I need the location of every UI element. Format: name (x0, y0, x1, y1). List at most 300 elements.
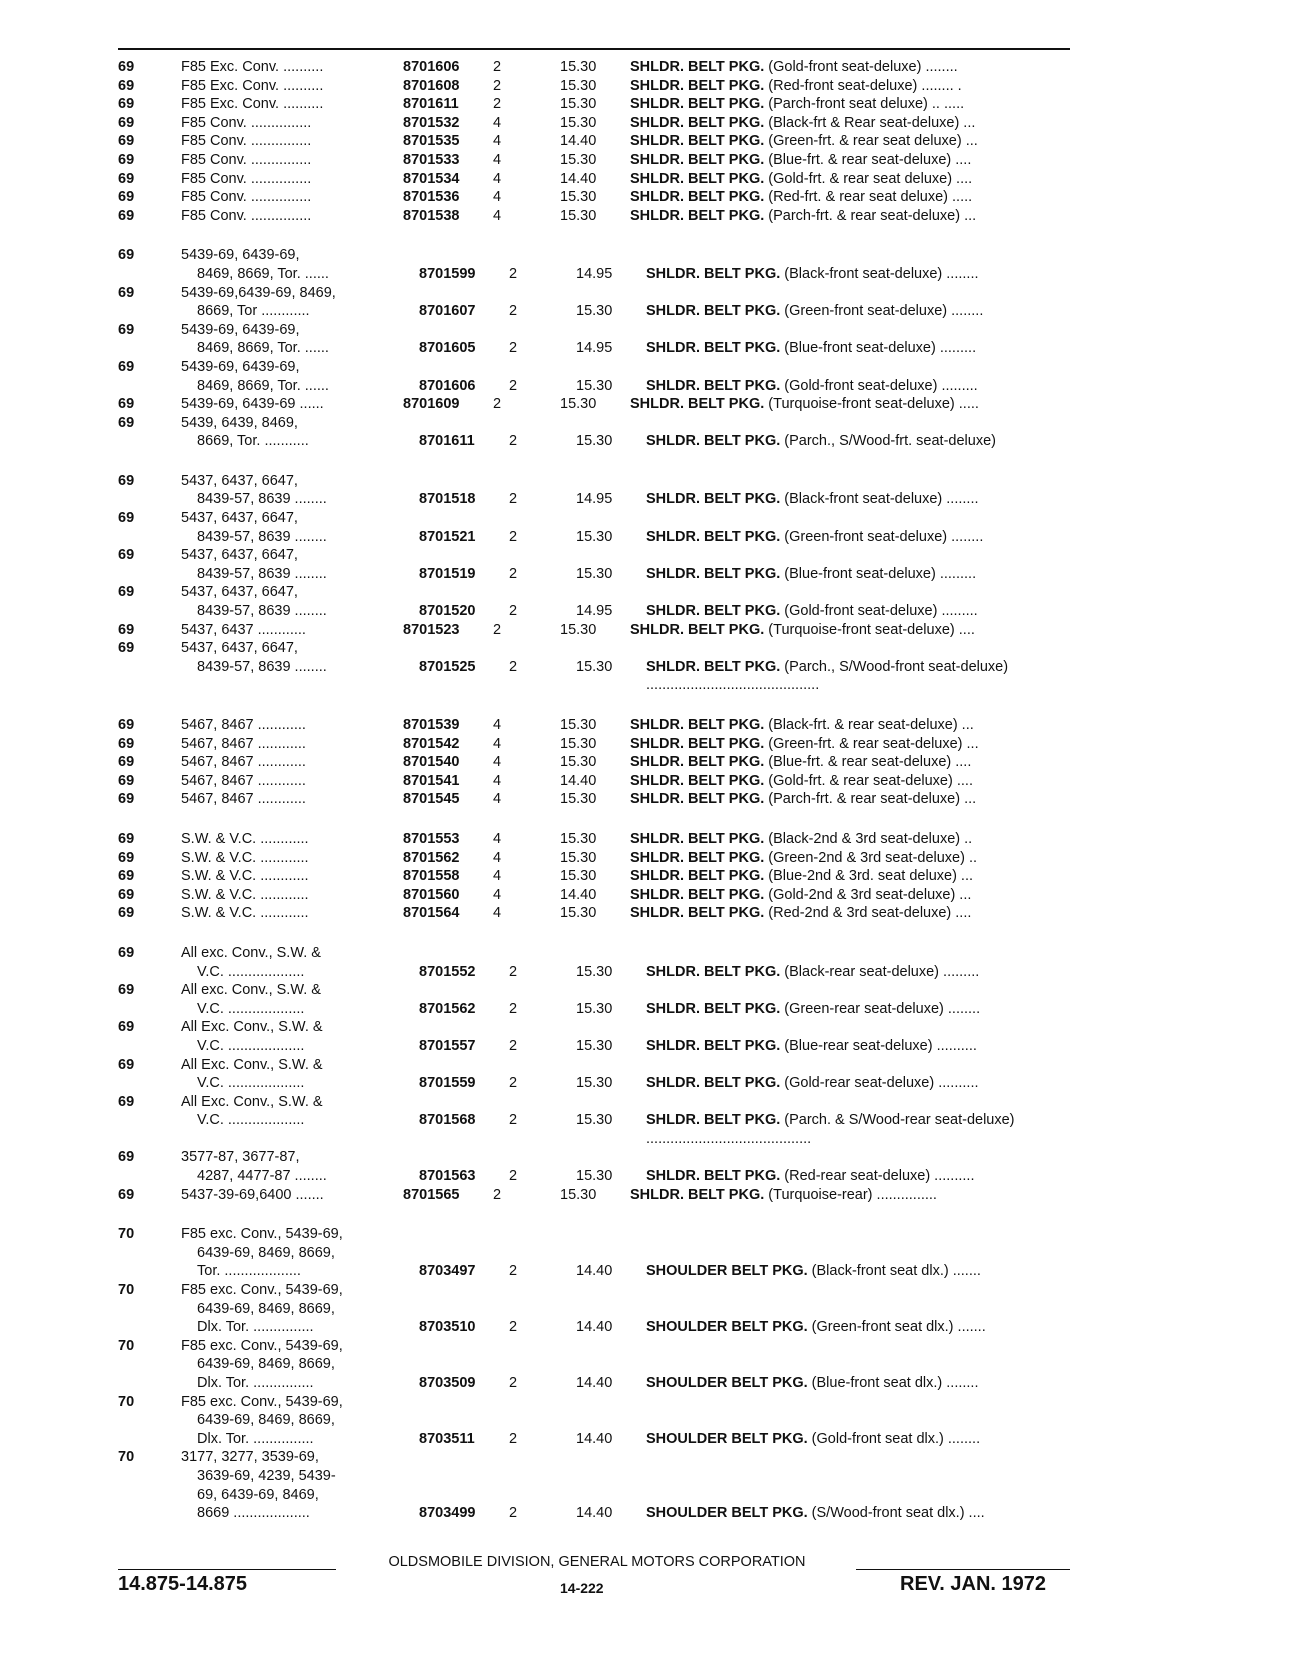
model-year (118, 1111, 181, 1148)
quantity: 4 (493, 717, 502, 733)
quantity: 4 (493, 830, 502, 847)
description-detail: (Gold-frt. & rear seat deluxe) .... (764, 170, 973, 187)
description (630, 1448, 1070, 1467)
description-detail: (Blue-front seat-deluxe) ......... (780, 565, 977, 582)
model-year (118, 339, 181, 358)
model-year (118, 490, 181, 509)
description (630, 981, 1070, 1000)
description (630, 170, 1070, 189)
top-rule (118, 48, 1070, 50)
description-detail: (Parch-frt. & rear seat-deluxe) ... (764, 207, 977, 224)
table-row (118, 246, 1078, 265)
description-detail: (Gold-front seat-deluxe) ......... (780, 377, 978, 394)
description-detail: (Green-rear seat-deluxe) ........ (780, 1000, 981, 1017)
application: 3639-69, 4239, 5439- (197, 1467, 336, 1484)
description-detail: (Blue-frt. & rear seat-deluxe) .... (764, 754, 972, 771)
price (560, 981, 630, 1000)
price (560, 1448, 630, 1467)
description-detail: (Green-frt. & rear seat-deluxe) ... (764, 735, 979, 752)
description (630, 1337, 1070, 1356)
table-row (118, 265, 1078, 284)
price: 15.30 (576, 303, 613, 320)
price: 15.30 (560, 868, 597, 885)
quantity (493, 981, 560, 1000)
quantity: 4 (493, 170, 502, 187)
entry-group (118, 246, 1078, 451)
price: 15.30 (576, 963, 613, 980)
application: 5439-69, 6439-69, (181, 321, 300, 338)
part-number (419, 1467, 509, 1486)
table-row (118, 602, 1078, 621)
description-title: SHLDR. BELT PKG. (630, 868, 765, 885)
application: 5439-69, 6439-69, (181, 358, 300, 375)
part-number: 8701534 (403, 170, 460, 187)
quantity: 2 (509, 340, 518, 357)
description-title: SHLDR. BELT PKG. (646, 1000, 781, 1017)
description (630, 114, 1070, 133)
quantity: 4 (493, 114, 502, 131)
part-number: 8701599 (419, 265, 476, 282)
table-row (118, 490, 1078, 509)
table-row (118, 867, 1078, 886)
application: 5467, 8467 ............ (181, 772, 306, 789)
model-year (118, 963, 181, 982)
price: 14.40 (560, 886, 597, 903)
quantity (493, 1056, 560, 1075)
application: F85 Exc. Conv. .......... (181, 59, 324, 75)
description-detail: (Black-frt & Rear seat-deluxe) ... (764, 114, 976, 131)
table-row (118, 58, 1078, 77)
description-detail: (Gold-front seat dlx.) ........ (807, 1430, 981, 1447)
description-title: SHLDR. BELT PKG. (630, 621, 765, 638)
quantity: 2 (493, 77, 502, 94)
quantity: 2 (509, 658, 518, 675)
application: F85 Conv. ............... (181, 207, 312, 224)
part-number: 8701568 (419, 1112, 476, 1129)
description-detail: (Black-front seat-deluxe) ........ (780, 265, 979, 282)
description (646, 1374, 1086, 1393)
model-year: 69 (118, 621, 135, 638)
application: 6439-69, 8469, 8669, (197, 1300, 335, 1317)
footer-rule-left (118, 1569, 336, 1570)
application: 5437, 6437, 6647, (181, 472, 298, 489)
description-title: SHLDR. BELT PKG. (630, 170, 765, 187)
model-year: 69 (118, 944, 135, 961)
part-number (419, 1300, 509, 1319)
table-row (118, 1111, 1078, 1148)
description-title: SHLDR. BELT PKG. (630, 830, 765, 847)
description-title: SHLDR. BELT PKG. (630, 59, 765, 75)
quantity: 2 (509, 1505, 518, 1522)
description-detail: (Red-rear seat-deluxe) .......... (780, 1168, 975, 1185)
part-number: 8701536 (403, 189, 460, 206)
description (630, 639, 1070, 658)
quantity: 2 (509, 303, 518, 320)
description (630, 1056, 1070, 1075)
description-detail: (Red-front seat-deluxe) ........ . (764, 77, 962, 94)
model-year (118, 658, 181, 695)
description (630, 95, 1070, 114)
description-title: SHLDR. BELT PKG. (646, 1112, 781, 1129)
price: 15.30 (560, 396, 597, 413)
application: 4287, 4477-87 ........ (197, 1168, 327, 1185)
description-detail: (Red-2nd & 3rd seat-deluxe) .... (764, 905, 972, 922)
part-number (403, 1225, 493, 1244)
table-row (118, 830, 1078, 849)
part-number: 8701533 (403, 151, 460, 168)
part-number (403, 509, 493, 528)
table-row (118, 1225, 1078, 1244)
model-year: 69 (118, 77, 135, 94)
description-detail: (Turquoise-front seat-deluxe) .... (764, 621, 975, 638)
part-number: 8701532 (403, 114, 460, 131)
model-year: 69 (118, 207, 135, 224)
entry-group (118, 944, 1078, 1204)
price: 14.40 (576, 1430, 613, 1447)
model-year: 70 (118, 1337, 135, 1354)
price (576, 1244, 646, 1263)
part-number: 8701611 (419, 433, 475, 450)
description (630, 472, 1070, 491)
application: F85 exc. Conv., 5439-69, (181, 1337, 343, 1354)
description-detail: (Green-front seat-deluxe) ........ (780, 528, 984, 545)
table-row (118, 432, 1078, 451)
part-number: 8703511 (419, 1430, 475, 1447)
model-year: 69 (118, 472, 135, 489)
part-number (403, 639, 493, 658)
model-year: 69 (118, 640, 135, 657)
application: 8439-57, 8639 ........ (197, 603, 327, 620)
description (630, 509, 1070, 528)
application: 5439-69,6439-69, 8469, (181, 284, 336, 301)
part-number (403, 1148, 493, 1167)
description (630, 151, 1070, 170)
application: 5437, 6437, 6647, (181, 547, 298, 564)
description-detail: (Black-2nd & 3rd seat-deluxe) .. (764, 830, 973, 847)
model-year (118, 1037, 181, 1056)
quantity: 2 (509, 1263, 518, 1280)
model-year: 69 (118, 247, 135, 264)
table-row (118, 302, 1078, 321)
application: Dlx. Tor. ............... (197, 1375, 314, 1391)
model-year (118, 1167, 181, 1186)
part-number: 8701607 (419, 303, 476, 320)
table-row (118, 95, 1078, 114)
table-row (118, 1486, 1078, 1505)
table-row (118, 1504, 1078, 1523)
part-number (403, 1448, 493, 1467)
section-number: 14.875-14.875 (118, 1573, 248, 1595)
model-year: 69 (118, 396, 135, 413)
model-year: 70 (118, 1449, 135, 1466)
model-year: 69 (118, 547, 135, 564)
model-year (118, 1374, 181, 1393)
description (630, 58, 1070, 77)
model-year: 69 (118, 114, 135, 131)
part-number (419, 1411, 509, 1430)
table-row (118, 716, 1078, 735)
price (560, 246, 630, 265)
price: 15.30 (560, 830, 597, 847)
part-number (403, 414, 493, 433)
part-number: 8701565 (403, 1186, 460, 1203)
part-number (403, 583, 493, 602)
table-row (118, 621, 1078, 640)
description-title: SHLDR. BELT PKG. (630, 207, 765, 224)
application: S.W. & V.C. ............ (181, 830, 309, 847)
price: 14.40 (560, 133, 597, 150)
quantity (493, 944, 560, 963)
quantity (493, 1393, 560, 1412)
application: 8669 ................... (197, 1505, 310, 1522)
description-title: SHOULDER BELT PKG. (646, 1319, 808, 1336)
quantity: 2 (509, 265, 518, 282)
table-row (118, 886, 1078, 905)
application: Dlx. Tor. ............... (197, 1430, 314, 1447)
description (646, 1504, 1086, 1523)
description (630, 395, 1070, 414)
table-row (118, 735, 1078, 754)
quantity: 4 (493, 189, 502, 206)
model-year (118, 1411, 181, 1430)
table-row (118, 358, 1078, 377)
price: 15.30 (560, 735, 597, 752)
table-row (118, 1337, 1078, 1356)
quantity: 2 (509, 1075, 518, 1092)
quantity: 4 (493, 868, 502, 885)
quantity: 2 (509, 1112, 518, 1129)
application: F85 exc. Conv., 5439-69, (181, 1226, 343, 1243)
model-year: 69 (118, 982, 135, 999)
application: Dlx. Tor. ............... (197, 1319, 314, 1336)
table-row (118, 114, 1078, 133)
price: 15.30 (560, 77, 597, 94)
model-year: 69 (118, 735, 135, 752)
quantity (493, 1148, 560, 1167)
table-row (118, 565, 1078, 584)
quantity: 2 (509, 603, 518, 620)
table-row (118, 528, 1078, 547)
description-title: SHLDR. BELT PKG. (646, 1037, 781, 1054)
model-year (118, 1244, 181, 1263)
page-number: 14-222 (560, 1580, 604, 1596)
table-row (118, 849, 1078, 868)
table-row (118, 753, 1078, 772)
price (560, 1148, 630, 1167)
price: 15.30 (560, 621, 597, 638)
description-title: SHLDR. BELT PKG. (630, 905, 765, 922)
description (630, 716, 1070, 735)
description-title: SHLDR. BELT PKG. (630, 717, 765, 733)
price: 15.30 (576, 1037, 613, 1054)
price: 14.95 (576, 491, 613, 508)
model-year: 69 (118, 170, 135, 187)
quantity: 4 (493, 133, 502, 150)
description (630, 886, 1070, 905)
price (560, 472, 630, 491)
description-detail: (Green-front seat dlx.) ....... (807, 1319, 986, 1336)
table-row (118, 1262, 1078, 1281)
description (630, 621, 1070, 640)
quantity: 4 (493, 886, 502, 903)
price (560, 414, 630, 433)
description-title: SHLDR. BELT PKG. (646, 603, 781, 620)
application: F85 Exc. Conv. .......... (181, 96, 324, 113)
application: 8439-57, 8639 ........ (197, 565, 327, 582)
description (646, 490, 1086, 509)
part-number: 8701611 (403, 96, 459, 113)
application: V.C. ................... (197, 963, 305, 980)
description-title: SHLDR. BELT PKG. (630, 886, 765, 903)
footer-corporation: OLDSMOBILE DIVISION, GENERAL MOTORS CORPORATION (388, 1554, 806, 1570)
description (630, 77, 1070, 96)
description (630, 790, 1070, 809)
description (630, 1093, 1070, 1112)
model-year: 69 (118, 1093, 135, 1110)
quantity: 2 (509, 528, 518, 545)
model-year: 69 (118, 886, 135, 903)
application: F85 Conv. ............... (181, 170, 312, 187)
description-title: SHLDR. BELT PKG. (630, 754, 765, 771)
quantity (493, 246, 560, 265)
model-year: 69 (118, 59, 135, 75)
description (630, 944, 1070, 963)
part-number (403, 1093, 493, 1112)
application: 6439-69, 8469, 8669, (197, 1412, 335, 1429)
part-number: 8703510 (419, 1319, 476, 1336)
price: 15.30 (560, 849, 597, 866)
description-detail: (S/Wood-front seat dlx.) .... (807, 1505, 985, 1522)
quantity: 2 (509, 1168, 518, 1185)
quantity: 4 (493, 791, 502, 808)
description-title: SHLDR. BELT PKG. (630, 133, 765, 150)
quantity (493, 1225, 560, 1244)
application: F85 Conv. ............... (181, 189, 312, 206)
description-title: SHOULDER BELT PKG. (646, 1263, 808, 1280)
quantity: 4 (493, 207, 502, 224)
quantity (493, 472, 560, 491)
application: All Exc. Conv., S.W. & (181, 1093, 323, 1110)
price: 15.30 (560, 59, 597, 75)
description-detail: (Parch-front seat deluxe) .. ..... (764, 96, 965, 113)
table-row (118, 944, 1078, 963)
quantity (493, 1018, 560, 1037)
model-year: 69 (118, 414, 135, 431)
description-title: SHLDR. BELT PKG. (646, 1168, 781, 1185)
part-number: 8701519 (419, 565, 476, 582)
description-title: SHLDR. BELT PKG. (646, 265, 781, 282)
application: S.W. & V.C. ............ (181, 886, 309, 903)
price: 15.30 (560, 207, 597, 224)
application: F85 exc. Conv., 5439-69, (181, 1393, 343, 1410)
quantity (509, 1300, 576, 1319)
description (630, 583, 1070, 602)
quantity: 4 (493, 849, 502, 866)
price: 15.30 (560, 151, 597, 168)
description (630, 414, 1070, 433)
price: 15.30 (576, 658, 613, 675)
table-row (118, 1467, 1078, 1486)
description-detail: (Parch. & S/Wood-rear seat-deluxe) ......................................... (646, 1112, 1015, 1147)
model-year (118, 565, 181, 584)
quantity: 2 (493, 396, 502, 413)
quantity (509, 1411, 576, 1430)
description (630, 1393, 1070, 1412)
description (630, 1186, 1070, 1205)
quantity: 2 (509, 1319, 518, 1336)
description-title: SHLDR. BELT PKG. (646, 1075, 781, 1092)
model-year (118, 265, 181, 284)
model-year: 69 (118, 849, 135, 866)
part-number: 8701606 (403, 59, 460, 75)
description-detail: (Blue-rear seat-deluxe) .......... (780, 1037, 977, 1054)
quantity: 2 (509, 1037, 518, 1054)
description (646, 602, 1086, 621)
table-row (118, 546, 1078, 565)
description-title: SHLDR. BELT PKG. (646, 963, 781, 980)
table-row (118, 132, 1078, 151)
model-year: 69 (118, 1056, 135, 1073)
description-detail: (Parch., S/Wood-front seat-deluxe) ........................................... (646, 658, 1009, 694)
revision-date: REV. JAN. 1972 (900, 1573, 1047, 1595)
description (630, 246, 1070, 265)
table-row (118, 395, 1078, 414)
table-row (118, 981, 1078, 1000)
description (646, 432, 1086, 451)
quantity (509, 1486, 576, 1505)
table-row (118, 151, 1078, 170)
price: 15.30 (560, 189, 597, 206)
description (630, 284, 1070, 303)
model-year (118, 1300, 181, 1319)
price: 14.95 (576, 265, 613, 282)
description-detail: (Gold-front seat-deluxe) ........ (764, 59, 958, 75)
table-row (118, 1056, 1078, 1075)
model-year: 69 (118, 717, 135, 733)
description (646, 339, 1086, 358)
table-row (118, 583, 1078, 602)
application: F85 Conv. ............... (181, 114, 312, 131)
description-title: SHLDR. BELT PKG. (630, 114, 765, 131)
price: 14.40 (560, 772, 597, 789)
description-detail: (Red-frt. & rear seat deluxe) ..... (764, 189, 973, 206)
application: 3577-87, 3677-87, (181, 1149, 300, 1166)
price: 15.30 (576, 528, 613, 545)
part-number (403, 1281, 493, 1300)
description-title: SHLDR. BELT PKG. (630, 772, 765, 789)
model-year: 69 (118, 905, 135, 922)
description (630, 1281, 1070, 1300)
description-title: SHLDR. BELT PKG. (646, 433, 781, 450)
model-year: 69 (118, 772, 135, 789)
quantity: 2 (493, 96, 502, 113)
price (560, 1393, 630, 1412)
table-row (118, 1374, 1078, 1393)
entry-group (118, 830, 1078, 923)
entry-group (118, 58, 1078, 225)
description-title: SHLDR. BELT PKG. (630, 77, 765, 94)
price: 15.30 (576, 1112, 613, 1129)
table-row (118, 339, 1078, 358)
description (646, 1111, 1086, 1148)
description-title: SHLDR. BELT PKG. (646, 303, 781, 320)
model-year (118, 1504, 181, 1523)
quantity: 2 (509, 1375, 518, 1391)
price (576, 1411, 646, 1430)
price (560, 358, 630, 377)
price: 14.40 (576, 1319, 613, 1336)
application: 5439-69, 6439-69, (181, 247, 300, 264)
